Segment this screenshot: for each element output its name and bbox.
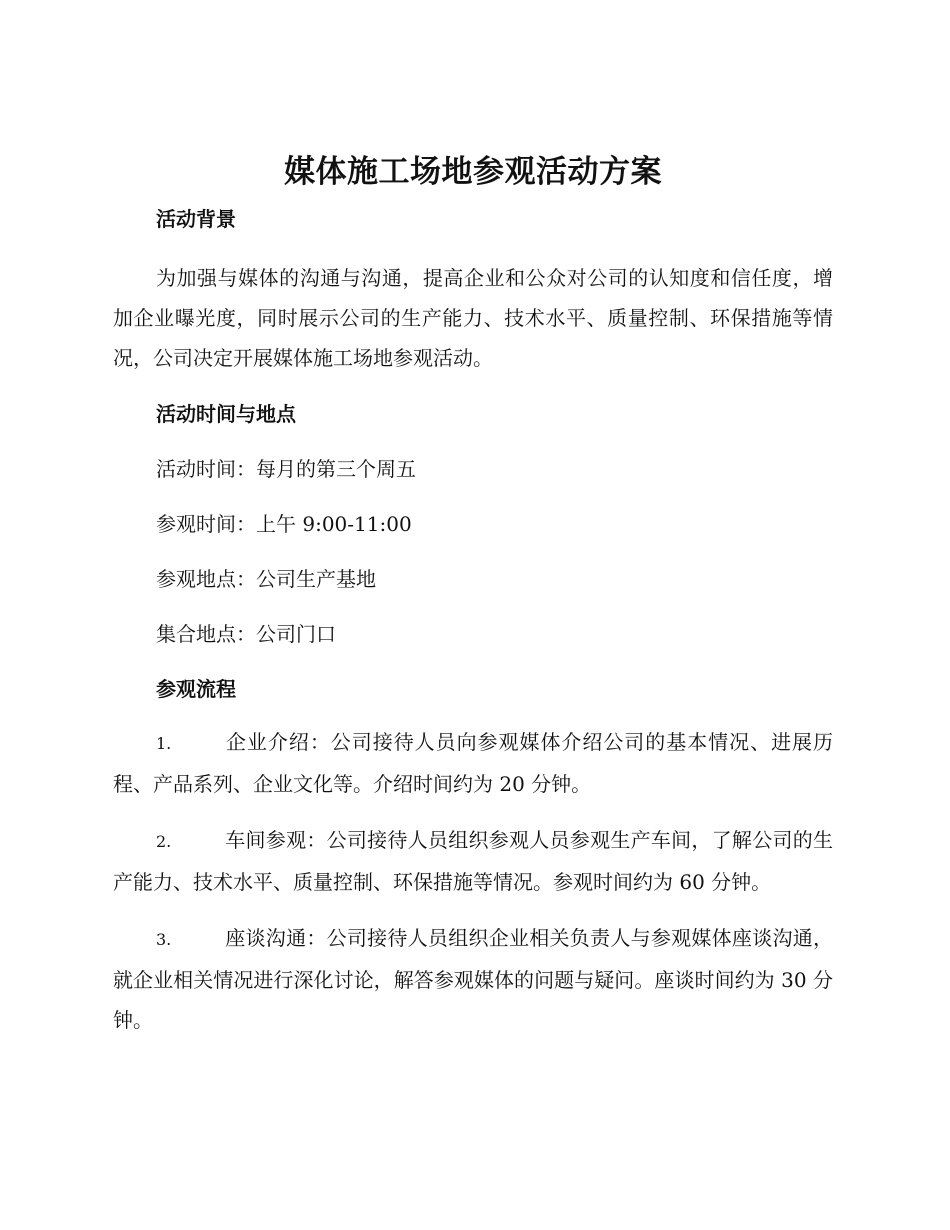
list-item-number: 1. — [156, 734, 172, 753]
list-item-number: 2. — [156, 832, 172, 851]
time-place-line-visit-location: 参观地点：公司生产基地 — [156, 567, 376, 591]
section-heading-background: 活动背景 — [156, 207, 236, 231]
document-content — [113, 148, 833, 1040]
section-heading-process: 参观流程 — [156, 677, 236, 701]
list-item-text: 企业介绍：公司接待人员向参观媒体介绍公司的基本情况、进展历程、产品系列、企业文化等。介绍时间约为 20 分钟。 — [113, 730, 833, 796]
list-item-text: 车间参观：公司接待人员组织参观人员参观生产车间，了解公司的生产能力、技术水平、质量控制、环保措施等情况。参观时间约为 60 分钟。 — [113, 828, 833, 894]
time-place-line-visit-time: 参观时间：上午 9:00-11:00 — [156, 512, 412, 536]
document-title: 媒体施工场地参观活动方案 — [284, 154, 662, 190]
background-paragraph: 为加强与媒体的沟通与沟通，提高企业和公众对公司的认知度和信任度，增加企业曝光度，同时展示公司的生产能力、技术水平、质量控制、环保措施等情况，公司决定开展媒体施工场地参观活动。 — [113, 266, 833, 370]
list-item-text: 座谈沟通：公司接待人员组织企业相关负责人与参观媒体座谈沟通，就企业相关情况进行深化讨论，解答参观媒体的问题与疑问。座谈时间约为 30 分钟。 — [113, 926, 833, 1032]
process-list-item — [113, 820, 833, 902]
process-list-item — [113, 918, 833, 1040]
section-heading-time-place: 活动时间与地点 — [156, 402, 296, 426]
time-place-line-meeting-point: 集合地点：公司门口 — [156, 622, 336, 646]
time-place-line-activity-time: 活动时间：每月的第三个周五 — [156, 457, 416, 481]
process-list-item — [113, 722, 833, 804]
list-item-number: 3. — [156, 930, 172, 949]
